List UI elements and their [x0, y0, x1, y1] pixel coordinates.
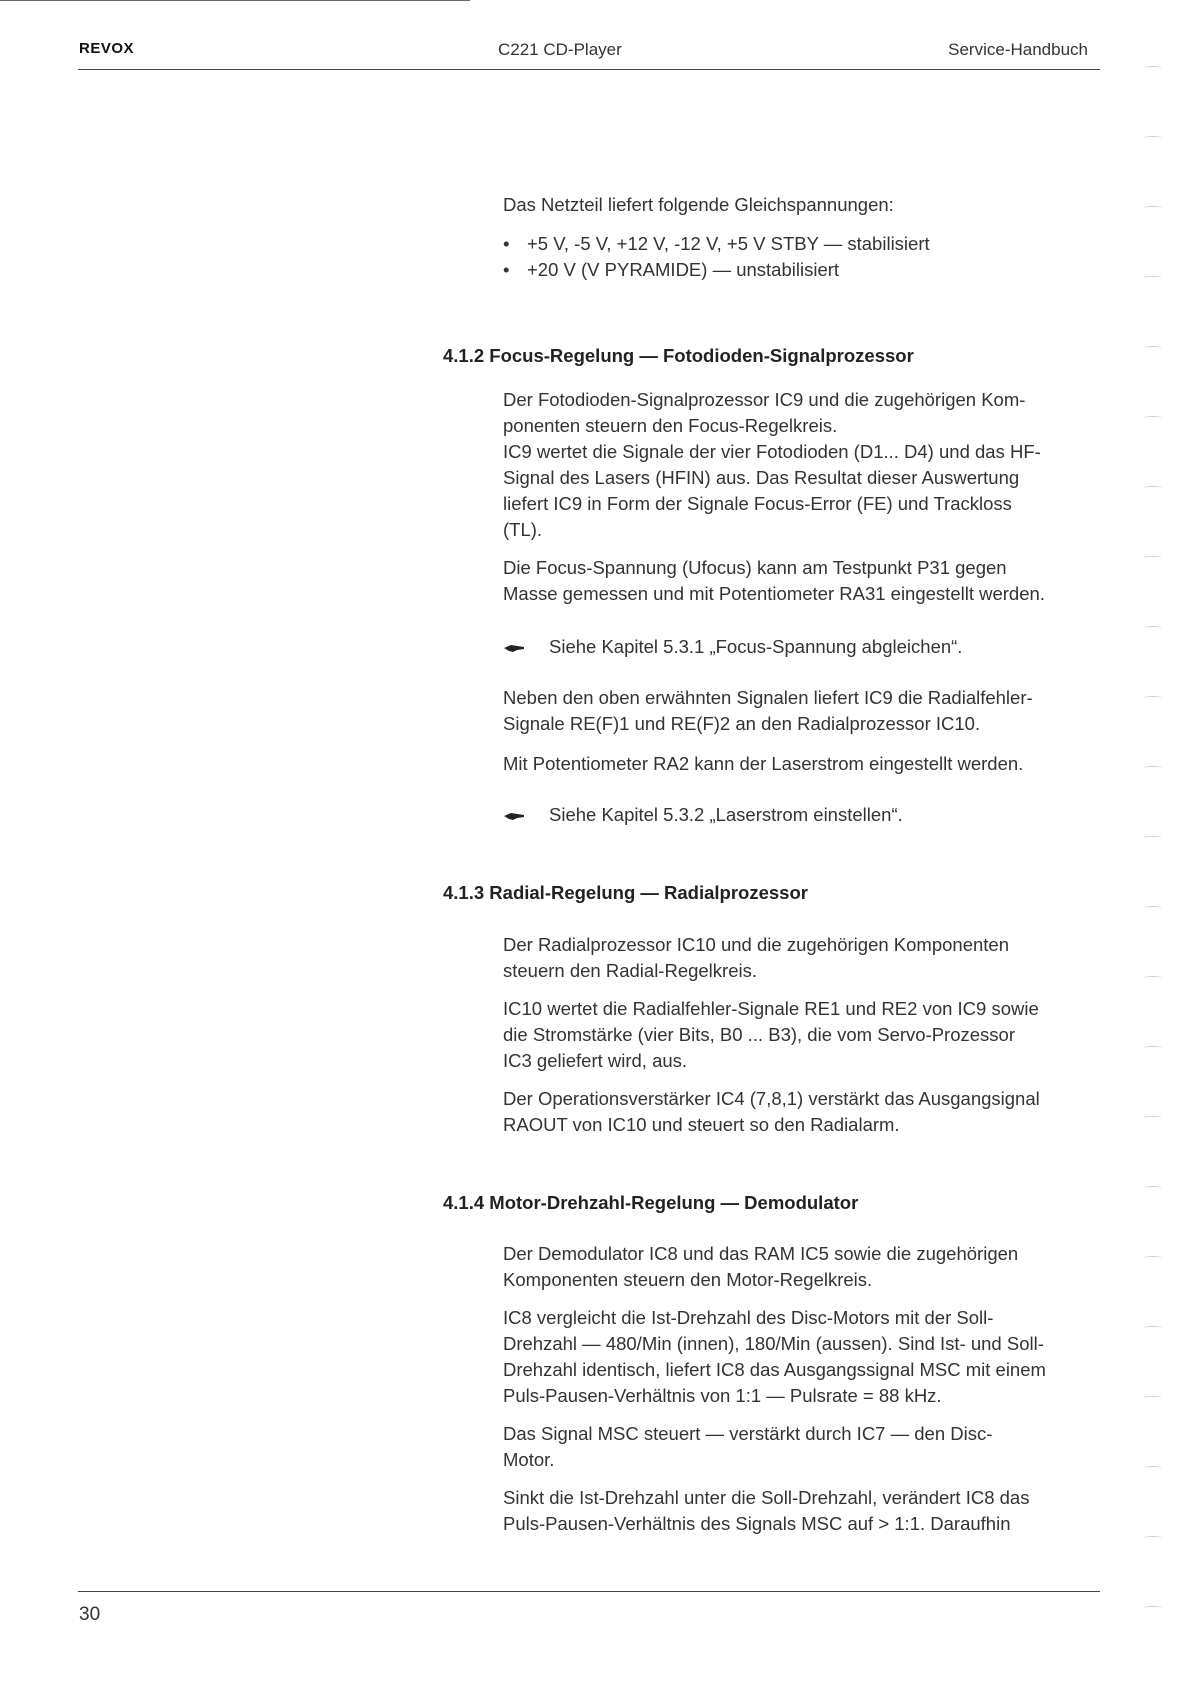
- section-heading-4-1-3: [443, 882, 808, 904]
- scan-mark: [1144, 1326, 1162, 1329]
- cross-reference: [503, 804, 903, 826]
- text-line: Sinkt die Ist-Drehzahl unter die Soll-Drehzahl, verändert IC8 das: [503, 1487, 1030, 1508]
- paragraph: [503, 555, 1103, 607]
- text-line: Komponenten steuern den Motor-Regelkreis.: [503, 1269, 873, 1290]
- top-scan-line: [0, 0, 470, 1]
- scan-mark: [1144, 626, 1162, 629]
- pointing-hand-icon: [503, 643, 525, 653]
- text-line: Der Fotodioden-Signalprozessor IC9 und die zugehörigen Kom-: [503, 389, 1026, 410]
- scan-mark: [1144, 836, 1162, 839]
- text-line: steuern den Radial-Regelkreis.: [503, 960, 757, 981]
- scan-mark: [1144, 276, 1162, 279]
- text-line: IC10 wertet die Radialfehler-Signale RE1 und RE2 von IC9 sowie: [503, 998, 1039, 1019]
- paragraph: [503, 1421, 1103, 1473]
- intro-text: Das Netzteil liefert folgende Gleichspannungen:: [503, 194, 894, 215]
- scan-mark: [1144, 556, 1162, 559]
- section-title: Motor-Drehzahl-Regelung — Demodulator: [489, 1192, 859, 1213]
- section-number: 4.1.4: [443, 1192, 485, 1213]
- section-title: Radial-Regelung — Radialprozessor: [489, 882, 808, 903]
- text-line: Drehzahl identisch, liefert IC8 das Ausgangssignal MSC mit einem: [503, 1359, 1046, 1380]
- text-line: liefert IC9 in Form der Signale Focus-Error (FE) und Trackloss: [503, 493, 1012, 514]
- scan-mark: [1144, 976, 1162, 979]
- voltage-list-item: • +5 V, -5 V, +12 V, -12 V, +5 V STBY — stabilisiert: [503, 231, 930, 257]
- text-line: RAOUT von IC10 und steuert so den Radialarm.: [503, 1114, 900, 1135]
- brand-logo: REVOX: [79, 40, 135, 57]
- paragraph: [503, 1485, 1103, 1537]
- footer-rule: [78, 1591, 1100, 1592]
- page-number: 30: [79, 1604, 101, 1625]
- scan-mark: [1144, 696, 1162, 699]
- text-line: Der Demodulator IC8 und das RAM IC5 sowie die zugehörigen: [503, 1243, 1019, 1264]
- voltage-list: [503, 231, 930, 283]
- scan-mark: [1144, 1396, 1162, 1399]
- text-line: Neben den oben erwähnten Signalen liefert IC9 die Radialfehler-: [503, 687, 1033, 708]
- scan-mark: [1144, 136, 1162, 139]
- text-line: Puls-Pausen-Verhältnis des Signals MSC auf > 1:1. Daraufhin: [503, 1513, 1011, 1534]
- paragraph: [503, 1086, 1103, 1138]
- text-line: IC3 geliefert wird, aus.: [503, 1050, 688, 1071]
- scan-mark: [1144, 416, 1162, 419]
- text-line: die Stromstärke (vier Bits, B0 ... B3), die vom Servo-Prozessor: [503, 1024, 1015, 1045]
- text-line: Drehzahl — 480/Min (innen), 180/Min (aussen). Sind Ist- und Soll-: [503, 1333, 1044, 1354]
- text-line: Signale RE(F)1 und RE(F)2 an den Radialprozessor IC10.: [503, 713, 981, 734]
- section-heading-4-1-4: [443, 1192, 858, 1214]
- paragraph: [503, 996, 1103, 1074]
- scan-mark: [1144, 66, 1162, 69]
- scan-mark: [1144, 1256, 1162, 1259]
- text-line: Das Signal MSC steuert — verstärkt durch IC7 — den Disc-: [503, 1423, 993, 1444]
- section-heading-4-1-2: [443, 345, 914, 367]
- text-line: Der Operationsverstärker IC4 (7,8,1) verstärkt das Ausgangsignal: [503, 1088, 1040, 1109]
- scan-mark: [1144, 346, 1162, 349]
- reference-text: Siehe Kapitel 5.3.1 „Focus-Spannung abgleichen“.: [549, 636, 963, 657]
- text-line: Signal des Lasers (HFIN) aus. Das Resultat dieser Auswertung: [503, 467, 1020, 488]
- scan-mark: [1144, 906, 1162, 909]
- pointing-hand-icon: [503, 811, 525, 821]
- header-manual-type: Service-Handbuch: [948, 40, 1088, 59]
- scan-mark: [1144, 1186, 1162, 1189]
- paragraph: [503, 1241, 1103, 1293]
- text-line: Motor.: [503, 1449, 555, 1470]
- scan-mark: [1144, 486, 1162, 489]
- text-line: Masse gemessen und mit Potentiometer RA31 eingestellt werden.: [503, 583, 1045, 604]
- scan-mark: [1144, 1046, 1162, 1049]
- scan-mark: [1144, 1536, 1162, 1539]
- paragraph: Mit Potentiometer RA2 kann der Laserstrom eingestellt werden.: [503, 753, 1024, 774]
- scan-mark: [1144, 766, 1162, 769]
- scan-mark: [1144, 206, 1162, 209]
- text-line: IC9 wertet die Signale der vier Fotodioden (D1... D4) und das HF-: [503, 441, 1041, 462]
- scan-mark: [1144, 1466, 1162, 1469]
- section-number: 4.1.3: [443, 882, 485, 903]
- text-line: IC8 vergleicht die Ist-Drehzahl des Disc-Motors mit der Soll-: [503, 1307, 994, 1328]
- section-number: 4.1.2: [443, 345, 485, 366]
- paragraph: [503, 685, 1103, 737]
- header-document-title: C221 CD-Player: [498, 40, 622, 59]
- cross-reference: [503, 636, 962, 658]
- text-line: ponenten steuern den Focus-Regelkreis.: [503, 415, 838, 436]
- text-line: Puls-Pausen-Verhältnis von 1:1 — Pulsrate = 88 kHz.: [503, 1385, 942, 1406]
- paragraph: [503, 387, 1103, 543]
- voltage-list-item: • +20 V (V PYRAMIDE) — unstabilisiert: [503, 257, 930, 283]
- text-line: Die Focus-Spannung (Ufocus) kann am Testpunkt P31 gegen: [503, 557, 1007, 578]
- scan-mark: [1144, 1606, 1162, 1609]
- scan-mark: [1144, 1116, 1162, 1119]
- reference-text: Siehe Kapitel 5.3.2 „Laserstrom einstellen“.: [549, 804, 903, 825]
- text-line: Der Radialprozessor IC10 und die zugehörigen Komponenten: [503, 934, 1009, 955]
- text-line: (TL).: [503, 519, 543, 540]
- paragraph: [503, 1305, 1103, 1409]
- section-title: Focus-Regelung — Fotodioden-Signalprozessor: [489, 345, 914, 366]
- paragraph: [503, 932, 1103, 984]
- header-rule: [78, 69, 1100, 70]
